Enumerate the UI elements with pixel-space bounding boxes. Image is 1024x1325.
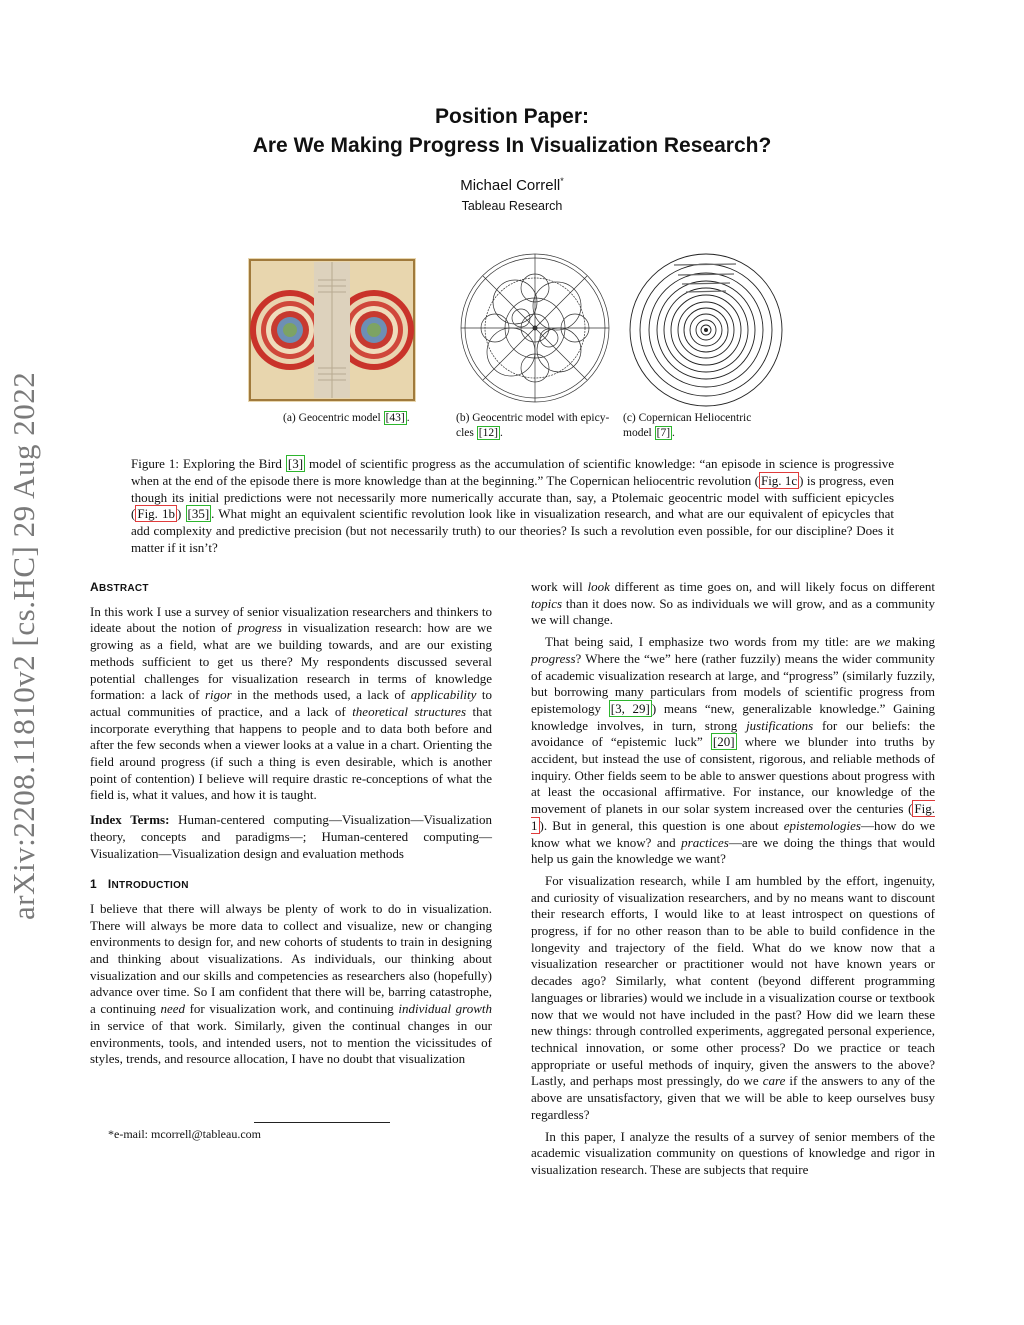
paper-title [0,102,1024,160]
subcaption-c-text: (c) Copernican Heliocentric model [623,412,752,439]
subcaption-a [283,411,423,426]
subcaption-a-text: (a) Geocentric model [283,412,384,424]
figure-heliocentric-model [626,250,786,410]
index-terms-label: Index Terms: [90,812,170,828]
footnote: *e-mail: mcorrell@tableau.com [108,1127,261,1141]
citation-link[interactable]: [7] [656,427,671,439]
index-terms [90,812,492,862]
figure-geocentric-model [248,258,416,402]
subcaption-b-end: . [499,427,503,439]
citation-link[interactable]: [3, 29] [610,700,650,716]
citation-link[interactable]: [35] [187,506,210,522]
body-paragraph: In this paper, I analyze the results of a survey of senior members of the academic visualization community on questions of knowledge and rigor in visualization research. These are subjects that require [531,1128,935,1177]
caption-text: Figure 1: Exploring the Bird [131,456,286,471]
abstract-heading [90,579,492,598]
introduction-heading [90,876,492,895]
right-column [531,579,935,1184]
caption-text: ) [177,506,186,522]
subcaption-c [623,411,778,441]
citation-link[interactable]: [20] [712,734,735,750]
subcaption-b-text: (b) Geocentric model with epicy-cles [456,412,610,439]
citation-link[interactable]: [3] [287,456,304,471]
index-terms-text: Human-centered computing—Visualization—Visualization theory, concepts and paradigms—; Human-centered computing—Visualization—Visualization design and evaluation methods [90,812,493,861]
author-mark: * [560,176,564,186]
subcaption-b [456,411,614,441]
abstract-heading-rest: BSTRACT [98,583,149,594]
abstract-heading-initial: A [90,580,99,594]
title-line-2: Are We Making Progress In Visualization Research? [252,134,772,157]
intro-paragraph: I believe that there will always be plenty of work to do in visualization. There will always be more data to collect and visualize, new or changing environments to design for, and new cohorts of students to train in designing and thinking about visualizations. As individuals, our thinking about visualization and our skills and competencies as researchers also (hopefully) advance over time. So I am confident that there will be, barring catastrophe, a continuing need for visualization work, and continuing individual growth in service of that work. Similarly, given the continual changes in our environments, tools, and intended users, not to mention the vicissitudes of styles, trends, and resource allocation, I have no doubt that visualization [90,900,492,1067]
section-number: 1 [90,877,97,892]
affiliation: Tableau Research [461,199,563,213]
caption-text: . What might an equivalent scientific revolution look like in visualization research, and what are our equivalent of epicycles that add complexity and predictive precision (but not necessarily truth) to our theories? Is such a revolution even possible, for our discipline? Does it matter if it isn’t? [131,506,894,555]
body-paragraph: That being said, I emphasize two words from my title: are we making progress? Where the “we” here (rather fuzzily) means the wider community of academic visualization research at large, and “progress” (similarly fuzzily, but borrowing many particulars from models of scientific progress from epistemology [3, 29] ) means “new, generalizable knowledge.” Gaining knowledge involves, in turn, strong justifications for our beliefs: the avoidance of “epistemic luck” [20] where we blunder into truths by accident, but instead the use of consistent, rigorous, and reliable methods of inquiry. Other fields seem to be able to answer questions about progress with at least the occasional affirmative. For instance, our knowledge of the movement of planets in our solar system increased over the centuries ( Fig. 1 ). But in general, this question is one about epistemologies—how do we know what we know? and practices—are we doing the things that would help us gain the knowledge we want? [531,634,935,867]
arxiv-stamp: arXiv:2208.11810v2 [cs.HC] 29 Aug 2022 [6,371,41,920]
figure-link[interactable]: Fig. 1 [531,801,935,833]
intro-heading-initial: I [107,877,112,892]
figure-epicycles-model [455,248,615,408]
figure-link[interactable]: Fig. 1c [760,472,798,488]
figure-link[interactable]: Fig. 1b [137,506,176,522]
subcaption-c-end: . [672,427,675,439]
citation-link[interactable]: [12] [478,427,498,439]
footnote-rule [254,1122,390,1123]
title-line-1: Position Paper: [434,105,590,128]
author [0,176,1024,194]
author-name: Michael Correll [460,177,561,194]
caption-text: ) is progress, even though its initial predictions were not necessarily more numerically accurate than, say, a Ptolemaic geocentric model with sufficient epicycles ( [131,472,894,522]
caption-text: model of scientific progress as the accumulation of scientific knowledge: “an episode in science is progressive when at the end of the episode there is more knowledge than at the beginning.” The Copernican heliocentric revolution ( [131,456,895,488]
left-column [90,579,492,1073]
abstract-paragraph: In this work I use a survey of senior visualization researchers and thinkers to ideate about the notion of progress in visualization research: how are we growing as a field, what are we building towards, and are our existing methods sufficient to get us there? My respondents discussed several potential challenges for visualization research in terms of knowledge formation: a lack of rigor in the methods used, a lack of applicability to actual communities of practice, and a lack of theoretical structures that incorporate everything that happens to people and to data both before and after the few seconds when a viewer looks at a value in a chart. Orienting the field around progress (if such a thing is even desirable, which is another point of contention) I believe will require drastic re-conceptions of what the field is, what it values, and how it is taught. [90,603,492,803]
intro-heading-rest: NTRODUCTION [111,880,189,892]
body-paragraph: For visualization research, while I am humbled by the effort, ingenuity, and curiosity of visualization researchers, and by no means want to discount their research efforts, I would like to at least introspect on questions of progress, if for no other reason than to be able to build confidence in the longevity and trajectory of the field. What do we know now that a visualization researcher or practitioner would not have known years or decades ago? Similarly, what content (beyond different programming languages or libraries) would we include in a visualization course or textbook now that we would not have included in the past? How did we learn these new things: through controlled experiments, aggregated personal experience, technical innovation, or some other process? Do we practice or teach appropriate or useful methods of inquiry, given the answers to the above? Lastly, and perhaps most pressingly, do we care if the answers to any of the above are unsatisfactory, given that we will be able to keep ourselves busy regardless? [531,872,935,1122]
body-paragraph: work will look different as time goes on, and will likely focus on different topics than it does now. So as individuals we will grow, and as a community we will change. [531,579,935,628]
figure-caption [131,456,894,557]
citation-link[interactable]: [43] [385,412,405,424]
subcaption-a-end: . [406,412,410,424]
